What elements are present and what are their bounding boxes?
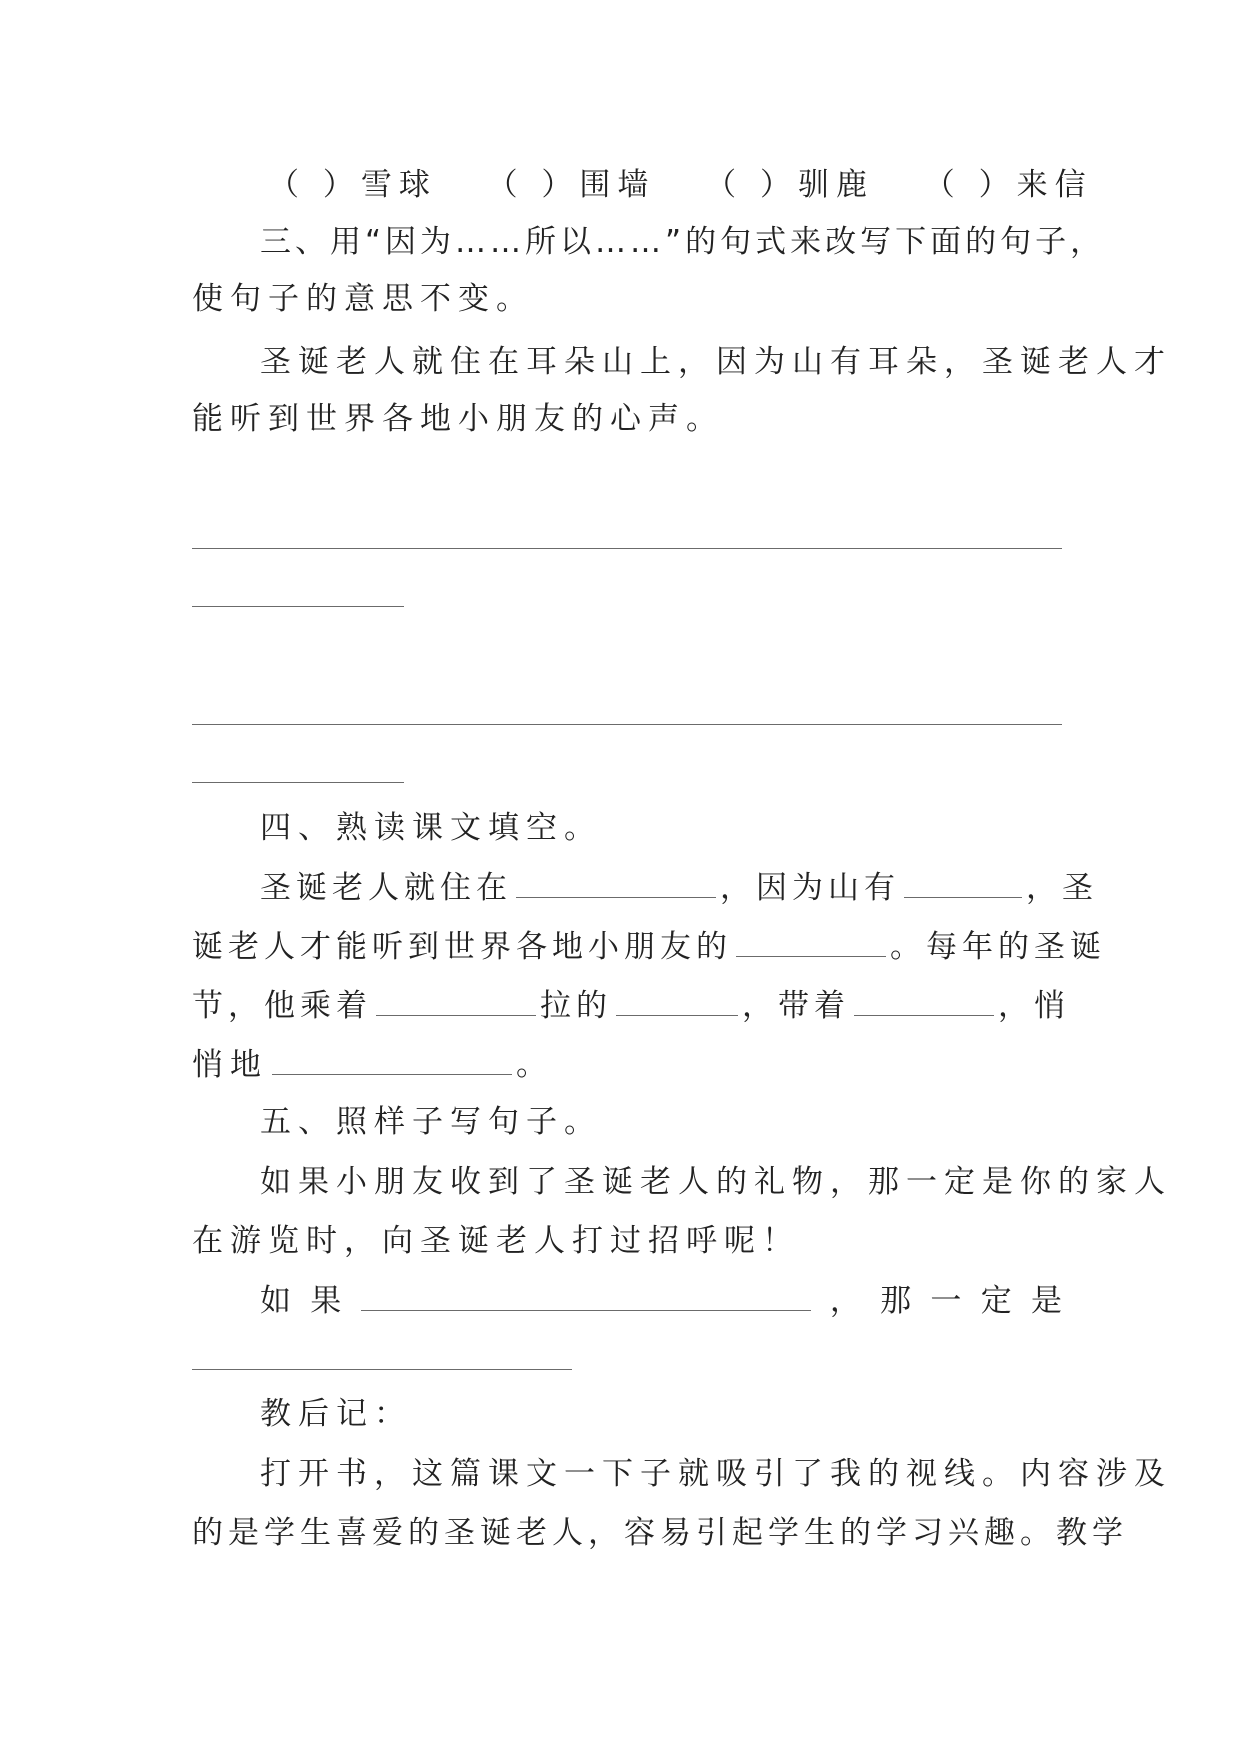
blank-carrying[interactable] <box>854 985 994 1016</box>
notes-line1: 打开书，这篇课文一下子就吸引了我的视线。内容涉及 <box>260 1456 1172 1492</box>
section4-text: 节，他乘着 <box>192 988 372 1024</box>
section4-title: 四、熟读课文填空。 <box>260 810 602 846</box>
section4-text: ，带着 <box>742 988 850 1024</box>
section3-sentence-line2: 能听到世界各地小朋友的心声。 <box>192 401 724 437</box>
answer-line-2[interactable] <box>192 724 1062 725</box>
item-snowball: （ ）雪球 <box>268 167 437 203</box>
section5-practice-line <box>260 1278 1062 1324</box>
practice-char: 是 <box>1030 1283 1062 1319</box>
section4-text: 拉的 <box>540 988 612 1024</box>
answer-line-2-cont[interactable] <box>192 782 404 783</box>
notes-line2: 的是学生喜爱的圣诞老人，容易引起学生的学习兴趣。教学 <box>192 1515 1128 1551</box>
section4-line3 <box>192 983 1070 1029</box>
section4-line1 <box>260 865 1098 911</box>
blank-children-voice[interactable] <box>736 926 886 957</box>
blank-if[interactable] <box>361 1280 811 1311</box>
section3-sentence-line1: 圣诞老人就住在耳朵山上，因为山有耳朵，圣诞老人才 <box>260 344 1172 380</box>
section4-text: ，因为山有 <box>720 870 900 906</box>
section4-text: 。 <box>516 1047 554 1083</box>
section4-text: 圣诞老人就住在 <box>260 870 512 906</box>
section2-items <box>268 162 1093 208</box>
blank-then-must-be[interactable] <box>192 1369 572 1370</box>
practice-char: 如 <box>260 1283 291 1319</box>
section4-text: ，圣 <box>1026 870 1098 906</box>
practice-char: ， <box>829 1283 861 1319</box>
answer-line-1[interactable] <box>192 548 1062 549</box>
practice-char: 那 <box>880 1283 912 1319</box>
section4-text: 。每年的圣诞 <box>890 929 1106 965</box>
blank-pulled[interactable] <box>616 985 738 1016</box>
practice-char: 果 <box>310 1283 342 1319</box>
blank-rides[interactable] <box>376 985 536 1016</box>
section4-text: 悄地 <box>192 1047 268 1083</box>
section5-example-line2: 在游览时，向圣诞老人打过招呼呢！ <box>192 1223 800 1259</box>
section4-text: ，悄 <box>998 988 1070 1024</box>
item-reindeer: （ ）驯鹿 <box>705 167 875 203</box>
section4-line2 <box>192 924 1106 970</box>
blank-location[interactable] <box>516 867 716 898</box>
practice-char: 一 <box>930 1283 962 1319</box>
practice-char: 定 <box>980 1283 1012 1319</box>
blank-quietly[interactable] <box>272 1044 512 1075</box>
item-letter: （ ）来信 <box>923 167 1093 203</box>
section3-title-line1: 三、用“因为……所以……”的句式来改写下面的句子， <box>260 224 1106 260</box>
notes-title: 教后记： <box>260 1396 412 1432</box>
section5-title: 五、照样子写句子。 <box>260 1104 602 1140</box>
section4-text: 诞老人才能听到世界各地小朋友的 <box>192 929 732 965</box>
section5-example-line1: 如果小朋友收到了圣诞老人的礼物，那一定是你的家人 <box>260 1164 1172 1200</box>
section3-title-line2: 使句子的意思不变。 <box>192 281 534 317</box>
answer-line-1-cont[interactable] <box>192 606 404 607</box>
section4-line4 <box>192 1042 1062 1088</box>
blank-mountain-has[interactable] <box>904 867 1022 898</box>
item-wall: （ ）围墙 <box>486 167 656 203</box>
